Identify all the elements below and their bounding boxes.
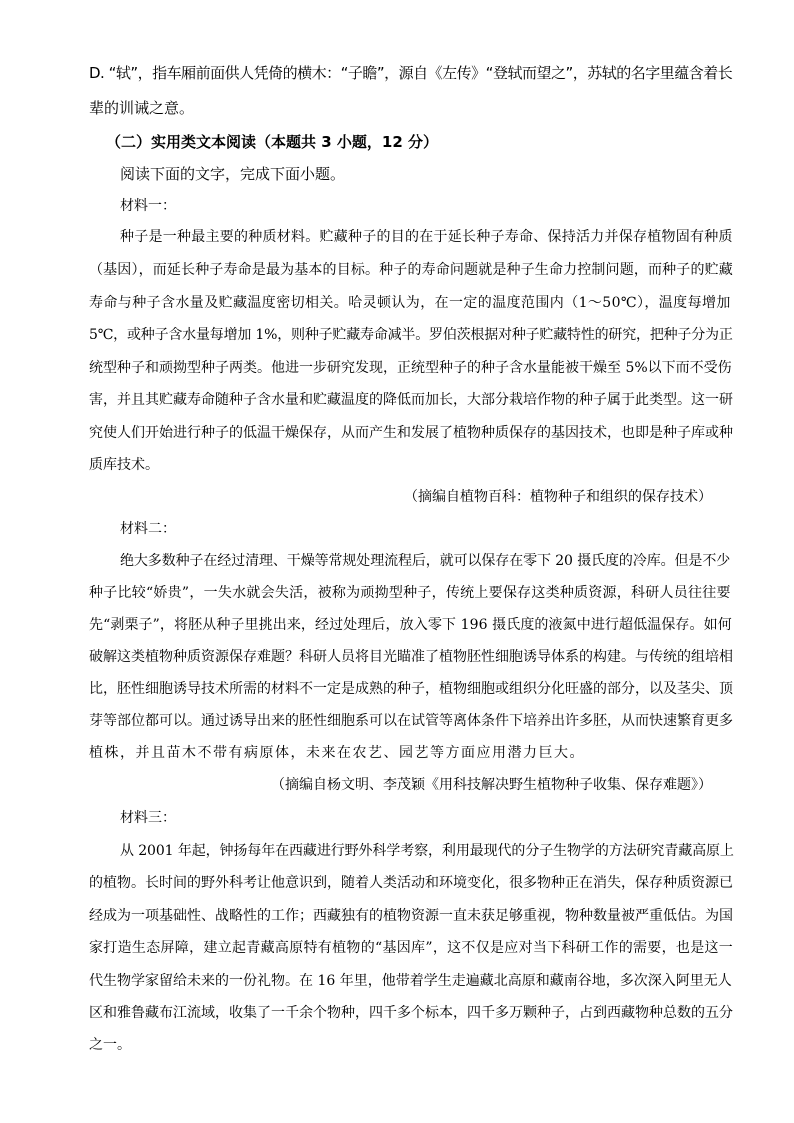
- material-1-line: 5℃，或种子含水量每增加 1%，则种子贮藏寿命减半。罗伯茨根据对种子贮藏特性的研究，把种子分为正: [89, 327, 733, 343]
- material-1-label: 材料一：: [120, 198, 176, 214]
- material-3-line: 从 2001 年起，钟扬每年在西藏进行野外科学考察，利用最现代的分子生物学的方法研究青藏高原上: [120, 843, 734, 859]
- option-d-line-2: 辈的训诫之意。: [89, 99, 195, 117]
- material-1-line: （基因），而延长种子寿命是最为基本的目标。种子的寿命问题就是种子生命力控制问题，而种子的贮藏: [89, 262, 733, 278]
- section-heading: （二）实用类文本阅读（本题共 3 小题，12 分）: [106, 133, 438, 151]
- material-3-line: 家打造生态屏障，建立起青藏高原特有植物的“基因库”，这不仅是应对当下科研工作的需要，也是这一: [89, 940, 734, 956]
- material-3-label: 材料三：: [120, 810, 176, 826]
- material-3-line: 的植物。长时间的野外科考让他意识到，随着人类活动和环境变化，很多物种正在消失，保存种质资源已: [89, 875, 733, 891]
- material-2-line: 种子比较“娇贵”，一失水就会失活，被称为顽拗型种子，传统上要保存这类种质资源，科研人员往往要: [89, 585, 731, 601]
- material-2-line: 绝大多数种子在经过清理、干燥等常规处理流程后，就可以保存在零下 20 摄氏度的冷库。但是不少: [120, 553, 731, 569]
- material-3-line: 经成为一项基础性、战略性的工作；西藏独有的植物资源一直未获足够重视，物种数量被严重低估。为国: [89, 908, 733, 924]
- material-1-line: 寿命与种子含水量及贮藏温度密切相关。哈灵顿认为，在一定的温度范围内（1～50℃），温度每增加: [89, 295, 731, 311]
- material-2-line: 先“剥栗子”，将胚从种子里挑出来，经过处理后，放入零下 196 摄氏度的液氮中进行超低温保存。如何: [89, 617, 732, 633]
- material-1-line: 质库技术。: [89, 457, 159, 473]
- material-1-line: 害，并且其贮藏寿命随种子含水量和贮藏温度的降低而加长，大部分栽培作物的种子属于此类型。这一研: [89, 392, 733, 408]
- material-2-label: 材料二：: [120, 521, 176, 537]
- material-1-line: 统型种子和顽拗型种子两类。他进一步研究发现，正统型种子的种子含水量能被干燥至 5%以下而不受伤: [89, 360, 732, 376]
- material-1-line: 种子是一种最主要的种质材料。贮藏种子的目的在于延长种子寿命、保持活力并保存植物固有种质: [120, 229, 733, 245]
- material-1-line: 究使人们开始进行种子的低温干燥保存，从而产生和发展了植物种质保存的基因技术，也即是种子库或种: [89, 425, 733, 441]
- section-instruction: 阅读下面的文字，完成下面小题。: [120, 165, 346, 183]
- material-3-line: 区和雅鲁藏布江流域，收集了一千余个物种，四千多个标本，四千多万颗种子，占到西藏物种总数的五分: [89, 1005, 733, 1021]
- material-3-line: 代生物学家留给未来的一份礼物。在 16 年里，他带着学生走遍藏北高原和藏南谷地，多次深入阿里无人: [89, 973, 732, 989]
- material-2-line: 破解这类植物种质资源保存难题？科研人员将目光瞄准了植物胚性细胞诱导体系的构建。与传统的组培相: [89, 649, 733, 665]
- material-3-line: 之一。: [89, 1037, 131, 1053]
- material-2-line: 芽等部位都可以。通过诱导出来的胚性细胞系可以在试管等离体条件下培养出许多胚，从而快速繁育更多: [89, 713, 733, 729]
- option-d-line-1: D. “轼”，指车厢前面供人凭倚的横木：“子瞻”，源自《左传》“登轼而望之”，苏轼的名字里蕴含着长: [89, 64, 733, 82]
- material-2-source: （摘编自杨文明、李茂颖《用科技解决野生植物种子收集、保存难题》）: [271, 777, 712, 793]
- material-2-line: 植株，并且苗木不带有病原体，未来在农艺、园艺等方面应用潜力巨大。: [89, 745, 585, 761]
- material-1-source: （摘编自植物百科：植物种子和组织的保存技术）: [404, 489, 712, 505]
- material-2-line: 比，胚性细胞诱导技术所需的材料不一定是成熟的种子，植物细胞或组织分化旺盛的部分，以及茎尖、顶: [89, 681, 733, 697]
